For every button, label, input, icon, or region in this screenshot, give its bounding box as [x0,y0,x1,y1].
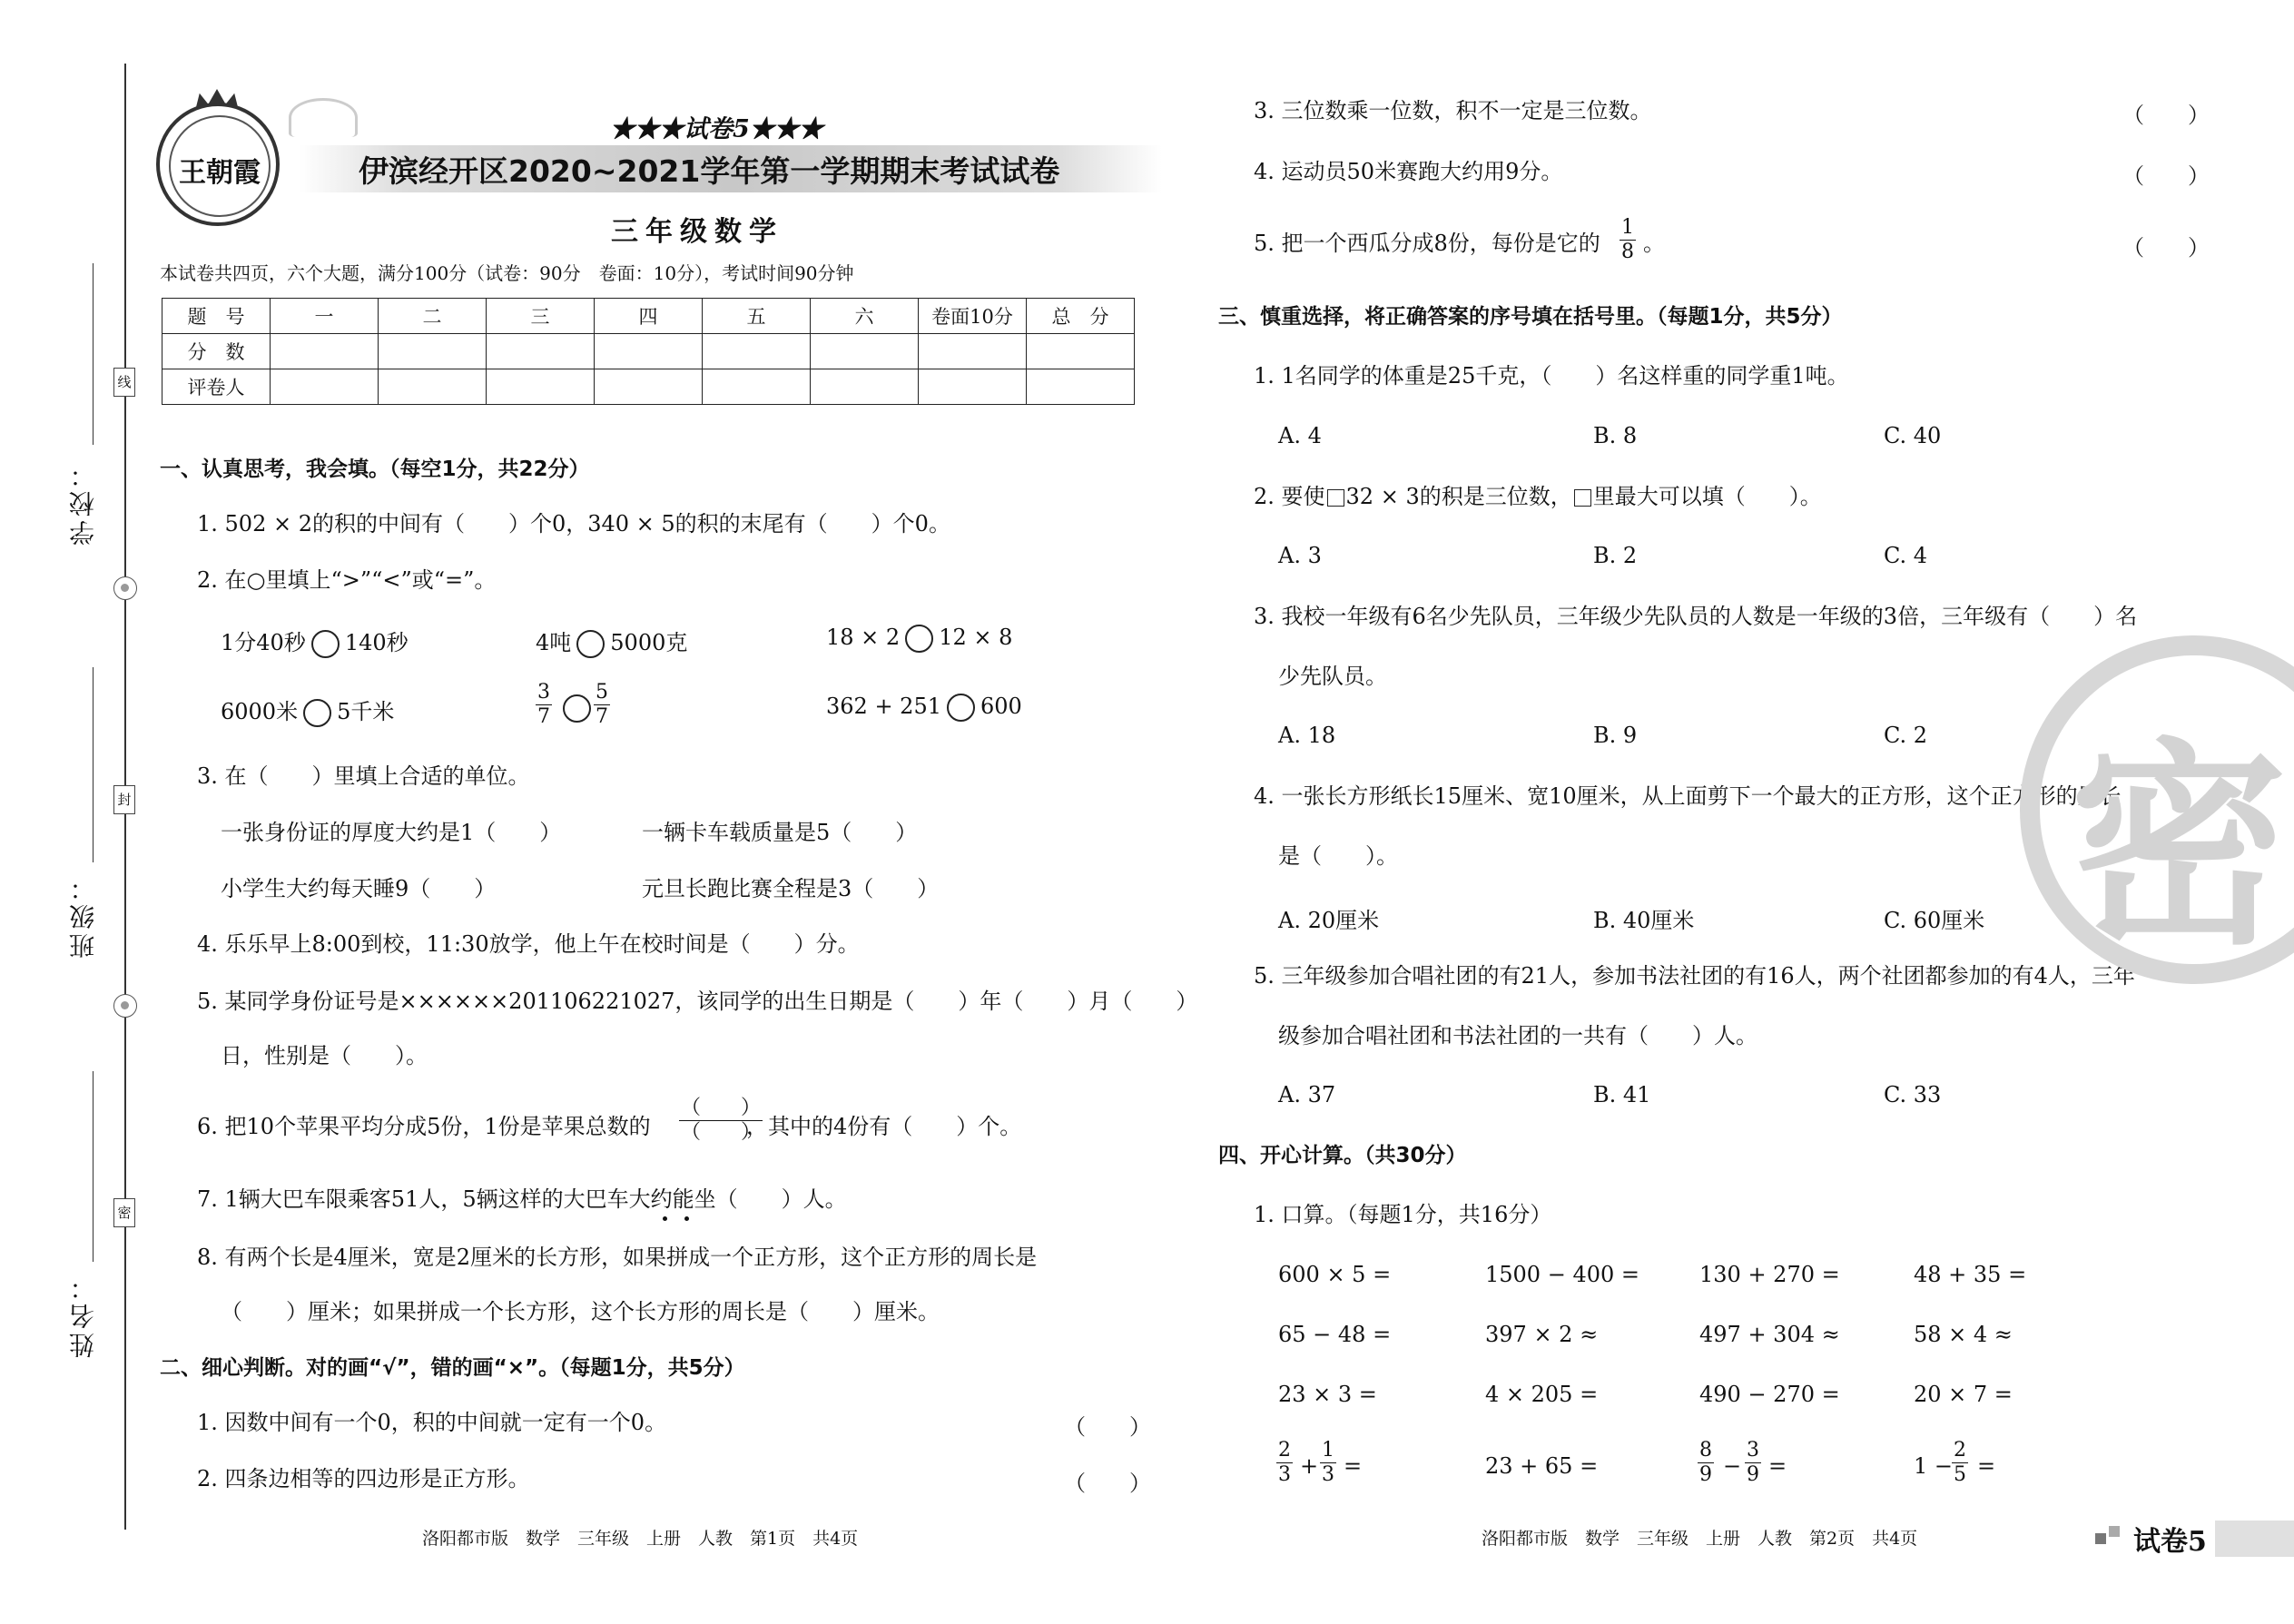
score-cell[interactable] [487,334,595,369]
option-b[interactable]: B. 2 [1593,543,1638,568]
option-b[interactable]: B. 40厘米 [1593,908,1695,933]
paper-tab-label: 试卷5 [2133,1526,2207,1558]
score-cell[interactable] [595,334,703,369]
table-cell: 一 [271,299,379,334]
compare-circle[interactable] [947,694,975,722]
s3-q5-line2: 级参加合唱社团和书法社团的一共有（ ）人。 [1278,1023,1757,1048]
compare-circle[interactable] [563,694,591,723]
compare-item: 18 × 2 12 × 8 [826,625,1012,653]
class-field[interactable] [93,667,94,862]
table-row [162,369,1135,405]
score-table-header [162,299,1135,334]
ribbon-decoration-icon [289,98,358,137]
section-3-title: 三、慎重选择，将正确答案的序号填在括号里。（每题1分，共5分） [1218,305,1843,329]
s3-q2: 2. 要使 32 × 3的积是三位数， 里最大可以填（ ）。 [1254,484,1822,509]
score-table [162,298,1135,405]
fraction: $\frac{2}{5}$ [1954,1439,1966,1486]
s1-q4: 4. 乐乐早上8:00到校，11:30放学，他上午在校时间是（ ）分。 [197,931,860,957]
footer-right: 洛阳都市版 数学 三年级 上册 人教 第2页 共4页 [1482,1529,1918,1549]
blank-square-icon [1574,489,1591,507]
class-label: 班级： [68,871,98,959]
option-b[interactable]: B. 9 [1593,723,1638,748]
s3-q3-line1: 3. 我校一年级有6名少先队员，三年级少先队员的人数是一年级的3倍，三年级有（ ）名 [1254,604,2138,629]
section-2-title: 二、细心判断。对的画“√”，错的画“×”。（每题1分，共5分） [160,1356,745,1380]
name-field[interactable] [93,1071,94,1262]
s1-q3-d: 元旦长跑比赛全程是3（ ） [642,876,940,901]
option-a[interactable]: A. 3 [1278,543,1322,568]
option-c[interactable]: C. 33 [1884,1082,1942,1107]
watermark-seal-char: 密 [2070,720,2289,974]
fraction: $\frac{3}{7}$ [537,681,550,728]
equals: = [1768,1453,1787,1479]
table-row [162,334,1135,369]
grader-cell[interactable] [271,369,379,405]
section-4-title: 四、开心计算。（共30分） [1218,1144,1467,1167]
compare-circle[interactable] [311,630,340,658]
s1-q6-text: 6. 把10个苹果平均分成5份，1份是苹果总数的 [197,1114,651,1139]
s2-q2: 2. 四条边相等的四边形是正方形。 [197,1466,530,1491]
table-cell: 分 数 [162,334,271,369]
name-label: 姓名： [68,1271,98,1358]
calc-item: 397 × 2 ≈ [1485,1322,1599,1347]
school-label: 学校： [68,458,98,546]
s1-q3-c: 小学生大约每天睡9（ ） [221,876,497,901]
footer-left: 洛阳都市版 数学 三年级 上册 人教 第1页 共4页 [422,1529,859,1549]
compare-item: 1分40秒 140秒 [221,625,409,658]
emphasis-dot [684,1216,689,1221]
fraction: $\frac{8}{9}$ [1699,1439,1712,1486]
answer-paren[interactable]: （ ） [1064,1414,1151,1440]
table-cell: 六 [811,299,919,334]
s1-q8-line2: （ ）厘米；如果拼成一个长方形，这个长方形的周长是（ ）厘米。 [221,1299,940,1324]
calc-item: 23 × 3 = [1278,1382,1377,1407]
binding-mark-dense: 密 [113,1198,135,1227]
table-cell: 题 号 [162,299,271,334]
s1-q2: 2. 在○里填上“>”“<”或“=”。 [197,567,497,593]
option-a[interactable]: A. 20厘米 [1278,908,1380,933]
grader-cell[interactable] [919,369,1027,405]
table-cell: 五 [703,299,811,334]
answer-paren[interactable]: （ ） [2122,163,2210,189]
compare-item: 6000米 5千米 [221,694,394,727]
compare-item: 4吨 5000克 [536,625,687,658]
s3-q1: 1. 1名同学的体重是25千克，（ ）名这样重的同学重1吨。 [1254,363,1849,389]
fraction: $\frac{3}{9}$ [1747,1439,1759,1486]
score-cell[interactable] [919,334,1027,369]
s2-q5-end: 。 [1643,231,1665,256]
calc-item: 490 − 270 = [1699,1382,1840,1407]
s1-q8-line1: 8. 有两个长是4厘米，宽是2厘米的长方形，如果拼成一个正方形，这个正方形的周长是 [197,1245,1038,1270]
option-c[interactable]: C. 4 [1884,543,1928,568]
blank-square-icon [1327,489,1344,507]
tab-bar [2215,1521,2294,1557]
option-c[interactable]: C. 40 [1884,423,1942,448]
fraction: $\frac{2}{3}$ [1278,1439,1291,1486]
s2-q1: 1. 因数中间有一个0，积的中间就一定有一个0。 [197,1410,667,1435]
calc-item: 48 + 35 = [1914,1262,2027,1287]
calc-item: 130 + 270 = [1699,1262,1840,1287]
exam-info: 本试卷共四页，六个大题，满分100分（试卷：90分 卷面：10分），考试时间90分钟 [160,262,854,284]
fraction: $\frac{5}{7}$ [596,681,608,728]
subject-title: 三年级数学 [611,216,783,248]
s2-q4: 4. 运动员50米赛跑大约用9分。 [1254,159,1563,184]
calc-item: 1500 − 400 = [1485,1262,1639,1287]
fraction: $\frac{1}{8}$ [1621,216,1634,263]
s3-q3-line2: 少先队员。 [1278,664,1387,689]
grader-cell[interactable] [1027,369,1135,405]
option-b[interactable]: B. 8 [1593,423,1638,448]
compare-circle[interactable] [905,625,933,653]
s1-q7: 7. 1辆大巴车限乘客51人，5辆这样的大巴车大约能坐（ ）人。 [197,1186,847,1212]
s3-q4-line1: 4. 一张长方形纸长15厘米、宽10厘米，从上面剪下一个最大的正方形，这个正方形的周长 [1254,783,2122,809]
option-b[interactable]: B. 41 [1593,1082,1651,1107]
score-cell[interactable] [379,334,487,369]
table-cell: 四 [595,299,703,334]
binding-hole-icon [113,576,137,600]
section-1-title: 一、认真思考，我会填。（每空1分，共22分） [160,458,590,481]
answer-fraction[interactable]: （ ） （ ） [681,1097,762,1144]
fraction: $\frac{1}{3}$ [1322,1439,1334,1486]
emphasis-dot [663,1216,667,1221]
tab-square-icon [2109,1526,2120,1537]
table-cell: 总 分 [1027,299,1135,334]
school-field[interactable] [93,263,94,445]
score-cell[interactable] [703,334,811,369]
s1-q3: 3. 在（ ）里填上合适的单位。 [197,763,530,789]
score-cell[interactable] [1027,334,1135,369]
answer-paren[interactable]: （ ） [1064,1471,1151,1496]
s1-q5-line1: 5. 某同学身份证号是××××××201106221027，该同学的出生日期是（ ）年（ ）月（ ） [197,989,1198,1014]
calc-whole: 1 − [1914,1453,1954,1479]
table-cell: 评卷人 [162,369,271,405]
grader-cell[interactable] [595,369,703,405]
calc-item: 4 × 205 = [1485,1382,1599,1407]
option-a[interactable]: A. 37 [1278,1082,1336,1107]
paper-tag: ★★★试卷5★★★ [610,115,823,143]
s1-q5-line2: 日，性别是（ ）。 [221,1043,428,1068]
tab-square-icon [2095,1533,2106,1544]
grader-cell[interactable] [487,369,595,405]
s4-q1: 1. 口算。（每题1分，共16分） [1254,1202,1552,1227]
score-cell[interactable] [811,334,919,369]
s1-q1: 1. 502 × 2的积的中间有（ ）个0，340 × 5的积的末尾有（ ）个0。 [197,511,950,536]
option-a[interactable]: A. 18 [1278,723,1336,748]
s1-q6-text-end: ，其中的4份有（ ）个。 [746,1114,1022,1139]
equals: = [1344,1453,1363,1479]
grader-cell[interactable] [703,369,811,405]
table-cell: 二 [379,299,487,334]
s3-q4-line2: 是（ ）。 [1278,843,1398,869]
answer-paren[interactable]: （ ） [2122,235,2210,261]
s1-q3-a: 一张身份证的厚度大约是1（ ） [221,820,562,845]
calc-item: 600 × 5 = [1278,1262,1392,1287]
grader-cell[interactable] [811,369,919,405]
calc-item: 58 × 4 ≈ [1914,1322,2013,1347]
grader-cell[interactable] [379,369,487,405]
binding-mark-seal: 封 [113,785,135,814]
operator: − [1723,1453,1742,1479]
table-cell: 卷面10分 [919,299,1027,334]
calc-item: 23 + 65 = [1485,1453,1599,1479]
logo-text: 王朝霞 [179,157,261,189]
option-c[interactable]: C. 60厘米 [1884,908,1985,933]
compare-item: 362 + 251 600 [826,694,1022,722]
binding-mark-line: 线 [113,368,135,397]
compare-circle[interactable] [576,630,605,658]
s3-q5-line1: 5. 三年级参加合唱社团的有21人，参加书法社团的有16人，两个社团都参加的有4人，三年 [1254,963,2135,989]
operator: + [1300,1453,1319,1479]
equals: = [1977,1453,1996,1479]
option-a[interactable]: A. 4 [1278,423,1322,448]
s2-q5: 5. 把一个西瓜分成8份，每份是它的 [1254,231,1600,256]
publisher-logo [156,103,280,226]
calc-item: 20 × 7 = [1914,1382,2013,1407]
exam-title: 伊滨经开区2020~2021学年第一学期期末考试试卷 [359,153,1060,189]
option-c[interactable]: C. 2 [1884,723,1928,748]
binding-hole-icon [113,994,137,1018]
compare-circle[interactable] [303,699,331,727]
s1-q3-b: 一辆卡车载质量是5（ ） [642,820,918,845]
calc-item: 497 + 304 ≈ [1699,1322,1840,1347]
score-cell[interactable] [271,334,379,369]
s2-q3: 3. 三位数乘一位数，积不一定是三位数。 [1254,98,1652,123]
answer-paren[interactable]: （ ） [2122,103,2210,128]
calc-item: 65 − 48 = [1278,1322,1392,1347]
table-cell: 三 [487,299,595,334]
